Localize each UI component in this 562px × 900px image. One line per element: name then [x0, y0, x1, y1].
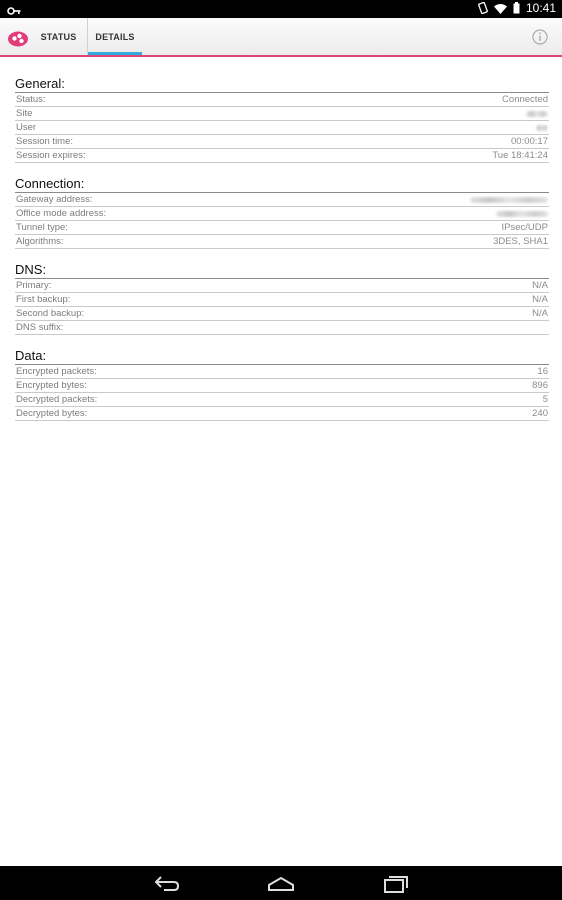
app-logo-icon[interactable] [7, 27, 29, 49]
redacted-value [526, 111, 548, 117]
redacted-value [496, 211, 548, 217]
section-connection [15, 175, 549, 249]
detail-value: IPsec/UDP [501, 222, 548, 233]
detail-row [15, 93, 549, 107]
details-panel [15, 75, 549, 421]
detail-label: Primary: [16, 280, 52, 291]
section-title: Connection: [15, 175, 549, 193]
detail-label: Decrypted packets: [16, 394, 98, 405]
section-data [15, 347, 549, 421]
detail-label: Encrypted packets: [16, 366, 97, 377]
detail-value: 3DES, SHA1 [493, 236, 548, 247]
detail-row [15, 149, 549, 163]
detail-row [15, 135, 549, 149]
detail-row [15, 407, 549, 421]
rotate-icon [478, 2, 488, 14]
section-title: General: [15, 75, 549, 93]
detail-label: First backup: [16, 294, 71, 305]
detail-row [15, 207, 549, 221]
detail-row [15, 293, 549, 307]
detail-row [15, 365, 549, 379]
section-title: DNS: [15, 261, 549, 279]
back-icon[interactable] [152, 871, 182, 895]
clock: 10:41 [525, 1, 556, 15]
action-bar [0, 18, 562, 57]
detail-value: N/A [532, 280, 548, 291]
detail-label: Tunnel type: [16, 222, 68, 233]
tab-details[interactable] [87, 18, 142, 55]
detail-value: 16 [537, 366, 548, 377]
detail-label: DNS suffix: [16, 322, 64, 333]
detail-row [15, 379, 549, 393]
tab-details-label: DETAILS [95, 31, 135, 42]
home-icon[interactable] [266, 871, 296, 895]
detail-label: User [16, 122, 37, 133]
detail-row [15, 321, 549, 335]
detail-label: Status: [16, 94, 46, 105]
recent-apps-icon[interactable] [381, 871, 411, 895]
detail-row [15, 279, 549, 293]
battery-icon [513, 2, 520, 14]
section-general [15, 75, 549, 163]
wifi-icon [494, 3, 507, 14]
tab-status[interactable] [31, 18, 86, 55]
detail-value: 5 [542, 394, 548, 405]
detail-label: Algorithms: [16, 236, 64, 247]
tab-status-label: STATUS [40, 31, 77, 42]
section-dns [15, 261, 549, 335]
info-icon[interactable] [532, 29, 548, 45]
redacted-value [470, 197, 548, 203]
detail-label: Encrypted bytes: [16, 380, 87, 391]
detail-row [15, 393, 549, 407]
detail-row [15, 121, 549, 135]
detail-label: Office mode address: [16, 208, 107, 219]
status-bar [0, 0, 562, 18]
redacted-value [536, 125, 548, 131]
detail-row [15, 107, 549, 121]
detail-row [15, 221, 549, 235]
detail-value: 896 [532, 380, 548, 391]
navigation-bar [0, 866, 562, 900]
detail-label: Decrypted bytes: [16, 408, 88, 419]
detail-value: 00:00:17 [511, 136, 548, 147]
detail-label: Session expires: [16, 150, 86, 161]
detail-row [15, 235, 549, 249]
detail-row [15, 193, 549, 207]
detail-label: Gateway address: [16, 194, 93, 205]
detail-value: 240 [532, 408, 548, 419]
detail-value: N/A [532, 308, 548, 319]
section-title: Data: [15, 347, 549, 365]
detail-value: Tue 18:41:24 [492, 150, 548, 161]
detail-label: Session time: [16, 136, 74, 147]
detail-label: Site [16, 108, 33, 119]
detail-row [15, 307, 549, 321]
detail-value: N/A [532, 294, 548, 305]
detail-label: Second backup: [16, 308, 85, 319]
detail-value: Connected [502, 94, 548, 105]
tab-selected-indicator [88, 52, 142, 55]
